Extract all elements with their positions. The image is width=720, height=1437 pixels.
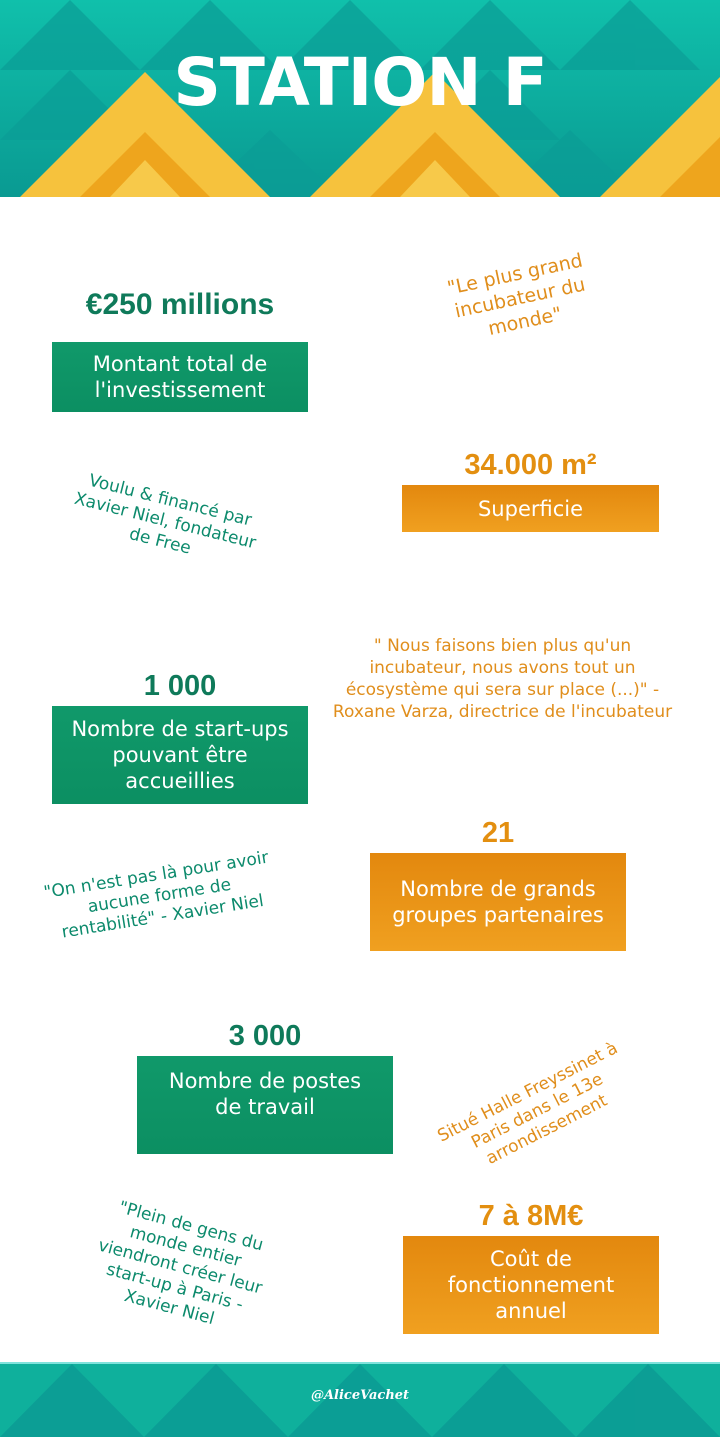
stat-label-box: Superficie xyxy=(402,485,659,532)
quote-note: Voulu & financé par Xavier Niel, fondateur de Free xyxy=(72,470,258,559)
quote-note: "On n'est pas là pour avoir aucune forme de rentabilité" - Xavier Niel xyxy=(42,847,270,943)
header-banner xyxy=(0,0,720,197)
stat-label-box: Montant total de l'investissement xyxy=(52,342,308,412)
quote-note: Situé Halle Freyssinet à Paris dans le 13e arrondissement xyxy=(434,1038,622,1169)
stat-value: 3 000 xyxy=(228,1020,302,1052)
stat-value: 7 à 8M€ xyxy=(478,1200,584,1232)
author-credit: @AliceVachet xyxy=(310,1388,410,1403)
stat-value: 34.000 m² xyxy=(464,449,597,481)
quote-note: "Plein de gens du monde entier viendront créer leur start-up à Paris - Xavier Niel xyxy=(95,1197,266,1330)
quote-note: "Le plus grand incubateur du monde" xyxy=(445,249,588,340)
stat-label-box: Nombre de postes de travail xyxy=(137,1056,393,1154)
stat-value: €250 millions xyxy=(85,288,275,321)
footer-banner xyxy=(0,1362,720,1437)
stat-label-box: Coût de fonctionnement annuel xyxy=(403,1236,659,1334)
stat-value: 21 xyxy=(481,817,515,849)
page-title: STATION F xyxy=(173,44,547,121)
stat-label-box: Nombre de start-ups pouvant être accueillies xyxy=(52,706,308,804)
stat-label-box: Nombre de grands groupes partenaires xyxy=(370,853,626,951)
quote-note: " Nous faisons bien plus qu'un incubateur, nous avons tout un écosystème qui sera sur place (...)" - Roxane Varza, directrice de l'incubateur xyxy=(332,636,673,722)
stat-value: 1 000 xyxy=(143,670,217,702)
